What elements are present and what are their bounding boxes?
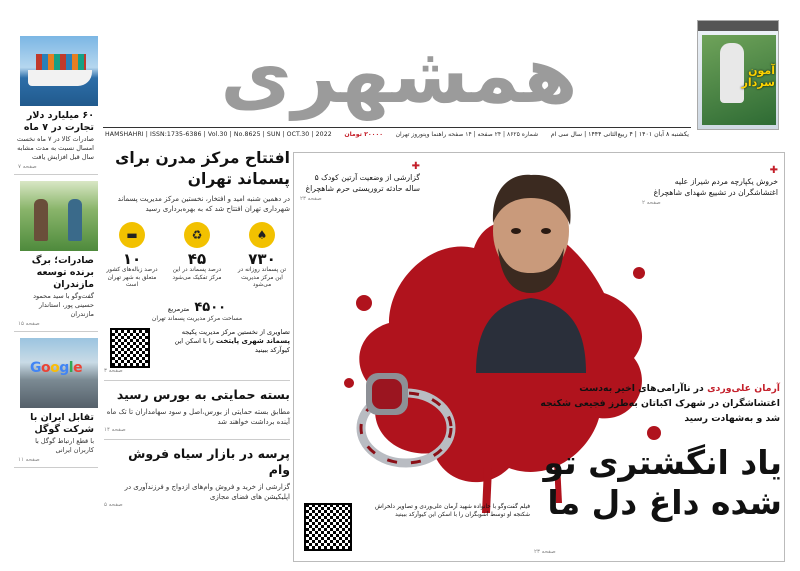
google-letter: g (59, 360, 69, 376)
artin-page-ref: صفحه ۲۳ (300, 196, 322, 202)
artin-story-box[interactable] (300, 161, 420, 205)
bag-icon: ♠ (249, 222, 275, 248)
stat-number: ۱۰ (122, 250, 142, 268)
thumbnail-headline: آمون سردار (741, 64, 775, 89)
issn-line: HAMSHAHRI | ISSN:1735-6386 | Vol.30 | No.8625 | SUN | OCT.30 | 2022 (105, 131, 332, 138)
qr-text: تصاویری از نخستین مرکز مدیریت پکیجه (181, 327, 290, 336)
google-letter: l (68, 360, 74, 376)
loan-market-summary: گزارشی از خرید و فروش وام‌های ازدواج و فرزندآوری در اپلیکیشن های فضای مجازی (124, 482, 290, 501)
recycle-icon: ♻ (184, 222, 210, 248)
feature-lead (534, 381, 780, 426)
area-stat (104, 296, 290, 322)
qr-page-ref: صفحه ۳ (104, 367, 123, 374)
stat-item (104, 222, 160, 290)
shiraz-story-box[interactable] (642, 165, 778, 209)
issue-line: شماره ۸۶۲۵ | ۲۴ صفحه | ۱۴ صفحه راهنما وپنوروز تهران (395, 131, 539, 138)
sidebar-headline[interactable]: ۶۰ میلیارد دلار تجارت در ۷ ماه (23, 110, 94, 133)
google-building-image (20, 338, 98, 408)
google-letter: G (30, 360, 41, 376)
red-cross-icon: ✚ (769, 165, 778, 176)
date-line: یکشنبه ۸ آبان ۱۴۰۱ | ۴ ربیع‌الثانی ۱۴۴۴ | سال سی ام (550, 131, 689, 138)
feature-qr-text: فیلم گفت‌وگو با خانواده شهید آرمان علی‌وردی و تصاویر دلخراش شکنجه او توسط آشوبگران را با اسکن این کیوآرکد ببینید (375, 504, 530, 518)
waste-center-headline[interactable]: افتتاح مرکز مدرن برای پسماند تهران (115, 149, 290, 188)
ring-graphic (346, 363, 466, 473)
loan-market-page-ref: صفحه ۵ (104, 501, 123, 508)
price: ۲۰۰۰۰ تومان (344, 131, 384, 138)
shiraz-story-text: خروش یکپارچه مردم شیراز علیه اغتشاشگران در تشییع شهدای شاهچراغ (653, 177, 778, 197)
sidebar-page-ref: صفحه ۷ (14, 164, 98, 175)
cargo-ship-image (20, 36, 98, 106)
ship-hull-shape (28, 70, 92, 86)
stock-page-ref: صفحه ۱۴ (104, 426, 126, 433)
feature-headline[interactable]: یاد انگشتری تو شده داغ دل ما (543, 443, 782, 522)
stock-headline[interactable]: بسته حمایتی به بورس رسید (116, 386, 290, 402)
middle-column (104, 148, 290, 558)
sidebar-summary: گفت‌وگو با سید محمود حسینی پور، استاندار مازندران (33, 292, 94, 318)
truck-icon: ▬ (119, 222, 145, 248)
sidebar-page-ref: صفحه ۱۵ (14, 321, 98, 332)
sidebar (14, 36, 98, 556)
qr-tail-text: را با اسکن این کیوآرکد ببینید (174, 336, 290, 354)
sidebar-headline[interactable]: صادرات؛ برگ برنده توسعه مازندران (31, 255, 94, 290)
red-cross-icon: ✚ (411, 161, 420, 172)
stat-label: درصد زباله‌های کشور متعلق به شهر تهران است (106, 267, 158, 288)
containers-shape (36, 54, 86, 70)
divider (104, 439, 290, 440)
farmers-image (20, 181, 98, 251)
stat-label: درصد پسماند در این مرکز تفکیک می‌شود (172, 267, 222, 281)
stock-summary: مطابق بسته حمایتی از بورس،اصل و سود سهامداران تا تک ماه آینده برداشت خواهند شد (106, 407, 290, 426)
masthead (103, 30, 691, 138)
shiraz-page-ref: صفحه ۲ (642, 200, 661, 206)
qr-code-icon[interactable] (304, 503, 352, 551)
area-unit: مترمربع (167, 304, 190, 313)
google-letter: o (41, 360, 51, 376)
qr-promo[interactable] (104, 328, 290, 368)
loan-market-headline[interactable]: پرسه در بازار سیاه فروش وام (128, 445, 290, 477)
stat-item (169, 222, 225, 290)
magazine-thumbnail[interactable] (697, 20, 779, 130)
farmer-figure (34, 199, 48, 241)
issue-info-bar (103, 127, 691, 141)
area-number: ۴۵۰۰ (194, 299, 227, 315)
martyr-portrait (466, 153, 596, 373)
main-feature (293, 152, 785, 562)
stat-number: ۴۵ (187, 250, 207, 268)
feature-page-ref: صفحه ۲۳ (534, 549, 556, 555)
sidebar-summary: صادرات کالا در ۷ ماه نخست امسال نسبت به مدت مشابه سال قبل افزایش یافت (16, 135, 94, 161)
feature-lead-text: در ناآرامی‌های اخیر به‌دست اغتشاشگران در شهرک اکباتان به‌طرز فجیعی شکنجه شد و به‌شهادت رسید (540, 383, 780, 424)
martyr-name: آرمان علی‌وردی (707, 383, 780, 394)
google-sign (30, 360, 82, 376)
sidebar-page-ref: صفحه ۱۱ (14, 457, 98, 468)
artin-story-text: گزارشی از وضعیت آرتین کودک ۵ ساله حادثه تروریستی حرم شاهچراغ (305, 173, 420, 193)
thumbnail-masthead (698, 21, 778, 31)
stat-number: ۷۳۰ (248, 250, 276, 268)
google-letter: o (50, 360, 60, 376)
sidebar-headline[interactable]: تقابل ایران با شرکت گوگل (30, 412, 94, 435)
google-letter: e (73, 360, 83, 376)
divider (104, 380, 290, 381)
stats-row (104, 222, 290, 290)
sidebar-summary: با قطع ارتباط گوگل با کاربران ایرانی (35, 437, 94, 454)
stat-item (234, 222, 290, 290)
farmer-figure (68, 199, 82, 241)
stat-label: تن پسماند روزانه در این مرکز مدیریت می‌شود (237, 267, 287, 288)
waste-center-summary: در دهمین شنبه امید و افتخار، نخستین مرکز مدیریت پسماند شهرداری تهران افتتاح شد که به بهره‌برداری رسید (117, 195, 290, 213)
qr-promo-text (156, 328, 290, 355)
area-description: مساحت مرکز مدیریت پسماند تهران (151, 314, 243, 322)
qr-code-icon[interactable] (110, 328, 150, 368)
newspaper-logo: همشهری (220, 31, 578, 121)
qr-bold-text: پسماند شهری پایتخت (215, 336, 290, 345)
